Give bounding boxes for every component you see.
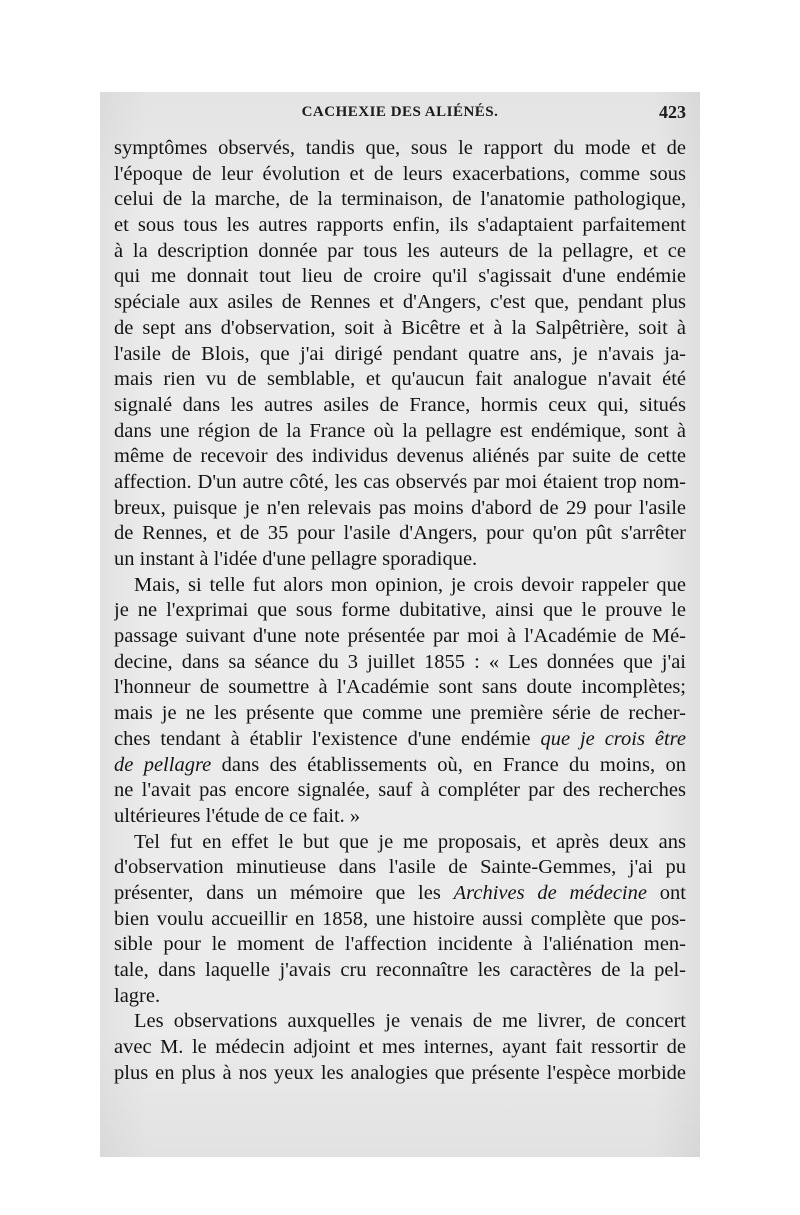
text-segment: un instant à l'idée d'une pellagre sporadique. [114,548,478,570]
text-segment: tale, dans laquelle j'avais cru reconnaître les caractères de la pel- [114,959,686,981]
text-line [114,521,686,547]
running-title: CACHEXIE DES ALIÉNÉS. [301,104,499,120]
text-line [114,804,686,830]
text-line [114,830,686,856]
text-segment: et sous tous les autres rapports enfin, ils s'adaptaient parfaitement [114,214,686,237]
text-line [114,1009,686,1035]
text-segment: affection. D'un autre côté, les cas observés par moi étaient trop nom- [114,470,686,493]
text-segment: mais rien vu de semblable, et qu'aucun fait analogue n'avait été [114,368,686,391]
text-line [114,675,686,701]
text-segment: Mais, si telle fut alors mon opinion, je crois devoir rappeler que [134,573,686,596]
text-line [114,470,686,496]
text-segment: Les observations auxquelles je venais de me livrer, de concert [134,1010,686,1033]
text-line [114,367,686,393]
text-line [114,855,686,881]
text-line [114,727,686,753]
text-segment: l'asile de Blois, que j'ai dirigé pendant quatre ans, je n'avais ja- [114,342,686,365]
text-segment: l'époque de leur évolution et de leurs exacerbations, comme sous [114,162,686,185]
text-line [114,598,686,624]
text-segment: sible pour le moment de l'affection incidente à l'aliénation men- [114,933,686,956]
text-segment: ches tendant à établir l'existence d'une endémie [114,727,541,750]
text-segment: plus en plus à nos yeux les analogies que présente l'espèce morbide [114,1061,686,1084]
text-segment: lagre. [114,984,161,1007]
text-segment: breux, puisque je n'en relevais pas moins d'abord de 29 pour l'asile [114,496,686,519]
text-line [114,393,686,419]
text-line [114,932,686,958]
italic-segment: Archives de médecine [453,881,647,904]
text-segment: l'honneur de soumettre à l'Académie sont sans doute incomplètes; [114,676,686,699]
text-segment: mais je ne les présente que comme une première série de recher- [114,702,686,725]
text-segment: je ne l'exprimai que sous forme dubitative, ainsi que le prouve le [114,599,686,622]
text-segment: celui de la marche, de la terminaison, de l'anatomie pathologique, [114,188,686,211]
text-segment: ont [646,881,686,904]
page-number: 423 [659,102,686,122]
text-segment: symptômes observés, tandis que, sous le rapport du mode et de [114,137,686,159]
text-segment: présenter, dans un mémoire que les [114,881,454,904]
text-line [114,984,686,1010]
text-line [114,162,686,188]
text-segment: dans des établissements où, en France du moins, on [211,753,686,776]
body-text [114,136,686,1086]
text-line [114,907,686,933]
text-line [114,496,686,522]
text-line [114,136,686,162]
text-line [114,650,686,676]
text-line [114,342,686,368]
text-line [114,213,686,239]
text-line [114,958,686,984]
text-line [114,1061,686,1087]
text-line [114,547,686,573]
text-line [114,778,686,804]
text-segment: Tel fut en effet le but que je me proposais, et après deux ans [134,830,686,853]
italic-segment: de pellagre [114,753,212,776]
text-segment: signalé dans les autres asiles de France, hormis ceux qui, situés [114,393,686,416]
text-segment: passage suivant d'une note présentée par moi à l'Académie de Mé- [114,625,686,648]
text-line [114,701,686,727]
scanned-page [100,92,700,1157]
text-line [114,290,686,316]
text-line [114,316,686,342]
text-segment: même de recevoir des individus devenus aliénés par suite de cette [114,445,686,468]
text-segment: bien voulu accueillir en 1858, une histoire aussi complète que pos- [114,907,686,930]
text-line [114,444,686,470]
text-segment: dans une région de la France où la pellagre est endémique, sont à [114,419,686,442]
text-segment: avec M. le médecin adjoint et mes internes, ayant fait ressortir de [114,1036,686,1059]
text-line [114,1035,686,1061]
text-line [114,624,686,650]
text-segment: spéciale aux asiles de Rennes et d'Angers, c'est que, pendant plus [114,291,686,314]
text-segment: d'observation minutieuse dans l'asile de Sainte-Gemmes, j'ai pu [114,856,686,879]
italic-segment: que je crois être [540,727,686,750]
text-segment: ne l'avait pas encore signalée, sauf à compléter par des recherches [114,779,686,802]
text-line [114,239,686,265]
text-segment: de sept ans d'observation, soit à Bicêtre et à la Salpêtrière, soit à [114,316,686,339]
text-segment: decine, dans sa séance du 3 juillet 1855 : « Les données que j'ai [114,650,686,673]
text-line [114,753,686,779]
text-segment: de Rennes, et de 35 pour l'asile d'Angers, pour qu'on pût s'arrêter [114,522,686,545]
text-line [114,419,686,445]
text-line [114,573,686,599]
text-line [114,264,686,290]
text-line [114,881,686,907]
text-segment: à la description donnée par tous les auteurs de la pellagre, et ce [114,239,686,262]
text-segment: qui me donnait tout lieu de croire qu'il s'agissait d'une endémie [114,265,686,288]
text-segment: ultérieures l'étude de ce fait. » [114,804,361,827]
text-line [114,187,686,213]
running-head [114,104,686,128]
